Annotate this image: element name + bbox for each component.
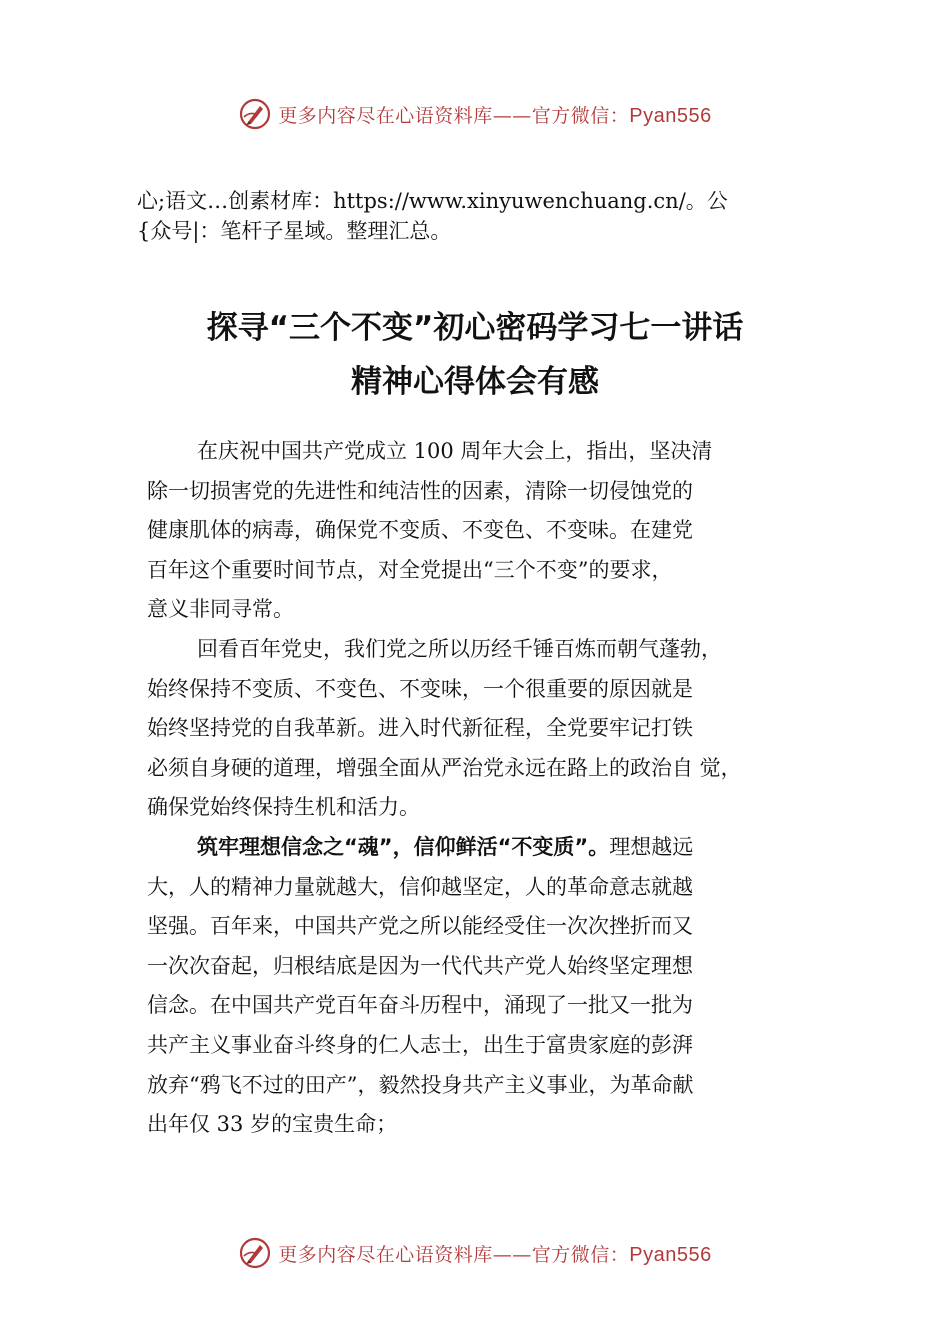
paragraph-line: 坚强。百年来，中国共产党之所以能经受住一次次挫折而又 xyxy=(147,914,693,938)
paragraph-line: 在庆祝中国共产党成立 100 周年大会上，指出，坚决清 xyxy=(197,439,713,463)
paragraph-line: 大，人的精神力量就越大，信仰越坚定，人的革命意志就越 xyxy=(147,875,693,899)
banner-separator: —— xyxy=(492,104,532,127)
paragraph-line: 放弃“鸦飞不过的田产”，毅然投身共产主义事业，为革命献 xyxy=(147,1073,694,1097)
paragraph-line: 始终坚持党的自我革新。进入时代新征程，全党要牢记打铁 xyxy=(147,716,693,740)
footer-banner xyxy=(0,1233,950,1273)
paragraph-line: 出年仅 33 岁的宝贵生命； xyxy=(147,1112,398,1136)
paragraph-line: 回看百年党史，我们党之所以历经千锤百炼而朝气蓬勃， xyxy=(197,637,722,661)
source-line: 心;语文…创素材库：https://www.xinyuwenchuang.cn/。公 xyxy=(137,189,728,213)
page-title-line-2: 精神心得体会有感 xyxy=(351,364,599,400)
banner-slogan: 更多内容尽在心语资料库 xyxy=(278,104,493,127)
banner-wechat-id: Pyan556 xyxy=(629,1243,712,1266)
banner-text xyxy=(278,1240,712,1267)
pen-logo-icon xyxy=(238,97,272,131)
paragraph-line: 共产主义事业奋斗终身的仁人志士，出生于富贵家庭的彭湃 xyxy=(147,1033,693,1057)
banner-wechat-label: 官方微信： xyxy=(531,1243,630,1266)
paragraph-line: 信念。在中国共产党百年奋斗历程中，涌现了一批又一批为 xyxy=(147,993,693,1017)
paragraph-line: 除一切损害党的先进性和纯洁性的因素，清除一切侵蚀党的 xyxy=(147,479,693,503)
paragraph-line: 必须自身硬的道理，增强全面从严治党永远在路上的政治自 觉， xyxy=(147,756,742,780)
source-line: {众号|：笔杆子星域。整理汇总。 xyxy=(137,219,452,243)
pen-logo-icon xyxy=(238,1236,272,1270)
banner-text xyxy=(278,101,712,128)
header-banner xyxy=(0,94,950,134)
paragraph-text: 理想越远 xyxy=(609,835,694,859)
paragraph-line: 健康肌体的病毒，确保党不变质、不变色、不变味。在建党 xyxy=(147,518,693,542)
banner-separator: —— xyxy=(492,1243,532,1266)
banner-slogan: 更多内容尽在心语资料库 xyxy=(278,1243,493,1266)
paragraph-first-line xyxy=(197,832,693,862)
paragraph-line: 意义非同寻常。 xyxy=(147,597,294,621)
banner-wechat-label: 官方微信： xyxy=(531,104,630,127)
paragraph-line: 百年这个重要时间节点，对全党提出“三个不变”的要求， xyxy=(147,558,673,582)
paragraph-line: 始终保持不变质、不变色、不变味，一个很重要的原因就是 xyxy=(147,677,693,701)
paragraph-line: 一次次奋起，归根结底是因为一代代共产党人始终坚定理想 xyxy=(147,954,693,978)
section-heading: 筑牢理想信念之“魂”，信仰鲜活“不变质”。 xyxy=(197,835,610,859)
page-title-line-1: 探寻“三个不变”初心密码学习七一讲话 xyxy=(206,310,744,346)
paragraph-line: 确保党始终保持生机和活力。 xyxy=(147,795,420,819)
banner-wechat-id: Pyan556 xyxy=(629,104,712,127)
